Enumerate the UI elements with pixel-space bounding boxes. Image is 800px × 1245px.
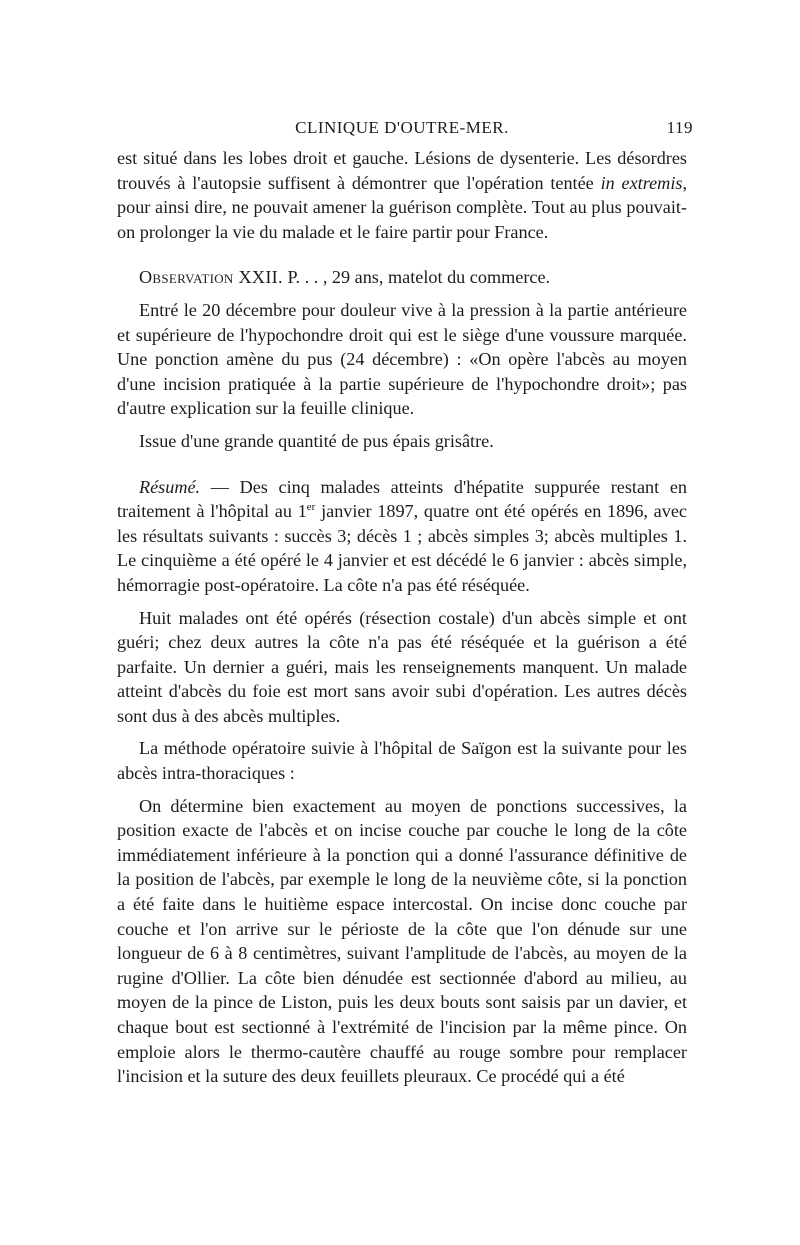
book-page	[117, 118, 693, 1089]
summary-superscript: er	[306, 501, 316, 514]
paragraph-autopsy	[117, 146, 687, 244]
observation-label: Observation XXII.	[139, 267, 283, 288]
paragraph-autopsy-text-b: , pour ainsi dire, ne pouvait amener la guérison complète. Tout au plus pouvait-on prolonger la vie du malade et le faire partir pour France.	[117, 172, 687, 242]
paragraph-outcome: Issue d'une grande quantité de pus épais grisâtre.	[139, 430, 494, 451]
summary-label: Résumé.	[139, 476, 201, 497]
observation-heading	[117, 265, 687, 290]
paragraph-entry: Entré le 20 décembre pour douleur vive à la pression à la partie antérieure et supérieure de l'hypochondre droit qui est le siège d'une voussure marquée. Une ponction amène du pus (24 décembre) : «On opère l'abcès au moyen d'une incision pratiquée à la partie supérieure de l'hypochondre droit»; pas d'autre explication sur la feuille clinique.	[117, 299, 687, 419]
page-number: 119	[666, 118, 693, 137]
paragraph-results: Huit malades ont été opérés (résection costale) d'un abcès simple et ont guéri; chez deux autres la côte n'a pas été réséquée et la guérison a été parfaite. Un dernier a guéri, mais les renseignements manquent. Un malade atteint d'abcès du foie est mort sans avoir subi d'opération. Les autres décès sont dus à des abcès multiples.	[117, 607, 687, 726]
italic-in-extremis: in extremis	[600, 172, 683, 193]
paragraph-method-intro: La méthode opératoire suivie à l'hôpital de Saïgon est la suivante pour les abcès intra-thoraciques :	[117, 738, 687, 784]
paragraph-autopsy-text-a: est situé dans les lobes droit et gauche. Lésions de dysenterie. Les désordres trouvés à l'autopsie suffisent à démontrer que l'opération tentée	[117, 148, 687, 193]
running-title: CLINIQUE D'OUTRE-MER.	[295, 118, 509, 137]
paragraph-method-detail: On détermine bien exactement au moyen de ponctions successives, la position exacte de l'abcès et on incise couche par couche le long de la côte immédiatement inférieure à la ponction qui a donné l'assurance définitive de la position de l'abcès, par exemple le long de la neuvième côte, si la ponction a été faite dans le huitième espace intercostal. On incise donc couche par couche et l'on arrive sur le périoste de la côte que l'on dénude sur une longueur de 6 à 8 centimètres, suivant l'amplitude de l'abcès, au moyen de la rugine d'Ollier. La côte bien dénudée est sectionnée d'abord au milieu, au moyen de la pince de Liston, puis les deux bouts sont saisis par un davier, et chaque bout est sectionné à l'extrémité de l'incision par la même pince. On emploie alors le thermo-cautère chauffé au rouge sombre pour remplacer l'incision et la suture des deux feuillets pleuraux. Ce procédé qui a été	[117, 795, 687, 1087]
summary-text-a: — Des cinq malades atteints d'hépatite suppurée restant en traitement à l'hôpital au 1	[117, 476, 687, 522]
paragraph-summary	[117, 475, 687, 598]
summary-text-b: janvier 1897, quatre ont été opérés en 1896, avec les résultats suivants : succès 3; décès 1 ; abcès simples 3; abcès multiples 1. Le cinquième a été opéré le 4 janvier et est décédé le 6 janvier : abcès simple, hémorragie post-opératoire. La côte n'a pas été réséquée.	[117, 501, 687, 595]
running-head	[117, 118, 693, 146]
observation-subject: P. . . , 29 ans, matelot du commerce.	[282, 267, 551, 288]
